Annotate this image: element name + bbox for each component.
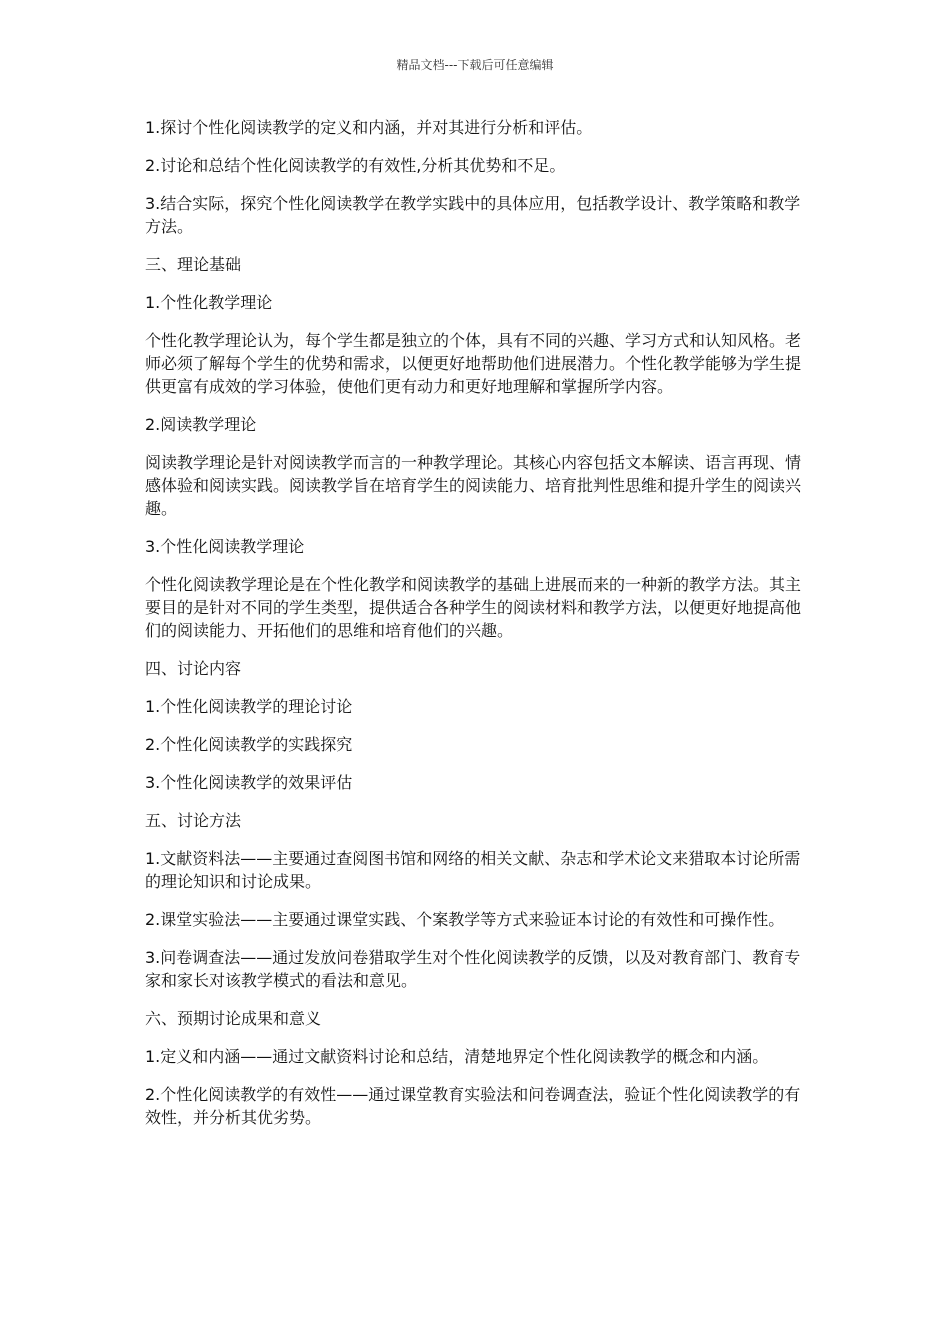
body-personalized-teaching: 个性化教学理论认为，每个学生都是独立的个体，具有不同的兴趣、学习方式和认知风格。老师必须了解每个学生的优势和需求，以便更好地帮助他们进展潜力。个性化教学能够为学生提供更富有成效的学习体验，使他们更有动力和更好地理解和掌握所学内容。 [145,331,802,396]
objective-1: 1.探讨个性化阅读教学的定义和内涵，并对其进行分析和评估。 [145,118,593,137]
outcome-effectiveness: 2.个性化阅读教学的有效性——通过课堂教育实验法和问卷调查法，验证个性化阅读教学的有效性，并分析其优劣势。 [145,1085,801,1127]
objective-3: 3.结合实际，探究个性化阅读教学在教学实践中的具体应用，包括教学设计、教学策略和教学方法。 [145,194,801,236]
content-item-1: 1.个性化阅读教学的理论讨论 [145,697,353,716]
body-reading-teaching: 阅读教学理论是针对阅读教学而言的一种教学理论。其核心内容包括文本解读、语言再现、情感体验和阅读实践。阅读教学旨在培育学生的阅读能力、培育批判性思维和提升学生的阅读兴趣。 [145,453,802,518]
section-heading-outcomes: 六、预期讨论成果和意义 [145,1009,322,1028]
section-heading-content: 四、讨论内容 [145,659,242,678]
subheading-personalized-reading: 3.个性化阅读教学理论 [145,537,305,556]
subheading-personalized-teaching: 1.个性化教学理论 [145,293,273,312]
objective-2: 2.讨论和总结个性化阅读教学的有效性,分析其优势和不足。 [145,156,566,175]
page-header: 精品文档---下载后可任意编辑 [396,58,554,72]
content-item-3: 3.个性化阅读教学的效果评估 [145,773,353,792]
document-body [145,116,805,1144]
method-questionnaire: 3.问卷调查法——通过发放问卷猎取学生对个性化阅读教学的反馈，以及对教育部门、教育专家和家长对该教学模式的看法和意见。 [145,948,801,990]
subheading-reading-teaching: 2.阅读教学理论 [145,415,257,434]
section-heading-theory: 三、理论基础 [145,255,242,274]
section-heading-methods: 五、讨论方法 [145,811,242,830]
outcome-definition: 1.定义和内涵——通过文献资料讨论和总结，清楚地界定个性化阅读教学的概念和内涵。 [145,1047,769,1066]
content-item-2: 2.个性化阅读教学的实践探究 [145,735,353,754]
method-classroom-experiment: 2.课堂实验法——主要通过课堂实践、个案教学等方式来验证本讨论的有效性和可操作性。 [145,910,785,929]
method-literature: 1.文献资料法——主要通过查阅图书馆和网络的相关文献、杂志和学术论文来猎取本讨论所需的理论知识和讨论成果。 [145,849,801,891]
body-personalized-reading: 个性化阅读教学理论是在个性化教学和阅读教学的基础上进展而来的一种新的教学方法。其主要目的是针对不同的学生类型，提供适合各种学生的阅读材料和教学方法，以便更好地提高他们的阅读能力、开拓他们的思维和培育他们的兴趣。 [145,575,802,640]
